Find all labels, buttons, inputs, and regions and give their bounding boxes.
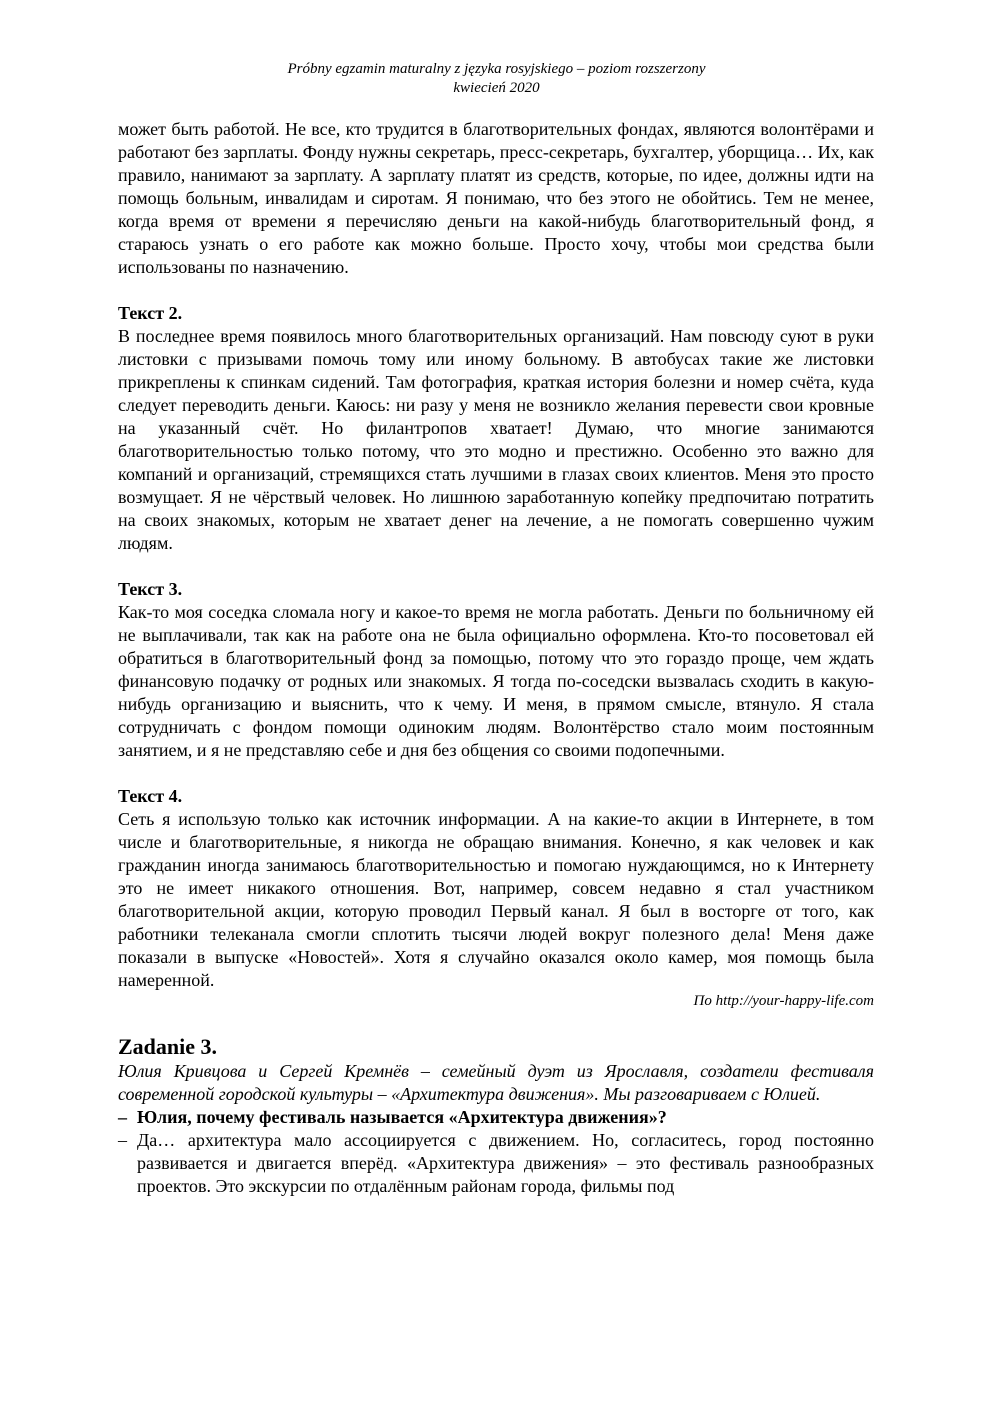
text-2-body: В последнее время появилось много благотворительных организаций. Нам повсюду суют в руки листовки с призывами помочь тому или иному больному. В автобусах такие же листовки прикреплены к спинкам сидений. Там фотография, краткая история болезни и номер счёта, куда следует переводить деньги. Каюсь: ни разу у меня не возникло желания перевести свои кровные на указанный счёт. Но филантропов хватает! Думаю, что многие занимаются благотворительностью только потому, что это модно и престижно. Особенно это важно для компаний и организаций, стремящихся стать лучшими в глазах своих клиентов. Меня это просто возмущает. Я не чёрствый человек. Но лишнюю заработанную копейку предпочитаю потратить на своих знакомых, которым не хватает денег на лечение, а не помогать совершенно чужим людям. bbox=[118, 326, 874, 553]
text-3-heading: Текст 3. bbox=[118, 579, 183, 599]
task-3-title: Zadanie 3. bbox=[118, 1034, 218, 1059]
interview-question bbox=[118, 1106, 874, 1129]
text-3-body: Как-то моя соседка сломала ногу и какое-то время не могла работать. Деньги по больничному ей не выплачивали, так как на работе она не была официально оформлена. Кто-то посоветовал ей обратиться в благотворительный фонд за помощью, потому что это гораздо проще, чем ждать финансовую подачку от родных или знакомых. Я тогда по-соседски вызвалась сходить в какую-нибудь организацию и выяснить, что к чему. И меня, в прямом смысле, втянуло. Я стала сотрудничать с фондом помощи одиноким людям. Волонтёрство стало моим постоянным занятием, и я не представляю себе и дня без общения со своими подопечными. bbox=[118, 602, 874, 760]
header-exam-title: Próbny egzamin maturalny z języka rosyjskiego – poziom rozszerzony bbox=[287, 61, 706, 77]
page-header bbox=[0, 60, 993, 98]
source-citation: По http://your-happy-life.com bbox=[693, 993, 874, 1009]
text-1-continuation: может быть работой. Не все, кто трудится в благотворительных фондах, являются волонтёрами и работают без зарплаты. Фонду нужны секретарь, пресс-секретарь, бухгалтер, уборщица… Их, как правило, нанимают за зарплату. А зарплату платят из средств, которые, по идее, должны идти на помощь больным, инвалидам и сиротам. Я понимаю, что без этого не обойтись. Тем не менее, когда время от времени я перечисляю деньги на какой-нибудь благотворительный фонд, я стараюсь узнать о его работе как можно больше. Просто хочу, чтобы мои средства были использованы по назначению. bbox=[118, 119, 874, 277]
answer-dash: – bbox=[118, 1130, 127, 1150]
question-text: Юлия, почему фестиваль называется «Архитектура движения»? bbox=[137, 1107, 667, 1127]
text-2-heading: Текст 2. bbox=[118, 303, 183, 323]
question-dash: – bbox=[118, 1107, 127, 1127]
text-4-heading: Текст 4. bbox=[118, 786, 183, 806]
header-date: kwiecień 2020 bbox=[453, 80, 540, 96]
interview-answer bbox=[118, 1129, 874, 1198]
task-3-intro: Юлия Кривцова и Сергей Кремнёв – семейный дуэт из Ярославля, создатели фестиваля современной городской культуры – «Архитектура движения». Мы разговариваем с Юлией. bbox=[118, 1061, 874, 1104]
answer-text: Да… архитектура мало ассоциируется с движением. Но, согласитесь, город постоянно развивается и двигается вперёд. «Архитектура движения» – это фестиваль разнообразных проектов. Это экскурсии по отдалённым районам города, фильмы под bbox=[137, 1130, 874, 1196]
page-content bbox=[118, 118, 874, 1198]
text-4-body: Сеть я использую только как источник информации. А на какие-то акции в Интернете, в том числе и благотворительные, я никогда не обращаю внимания. Конечно, я как человек и как гражданин иногда занимаюсь благотворительностью и помогаю нуждающимся, но к Интернету это не имеет никакого отношения. Вот, например, совсем недавно я стал участником благотворительной акции, которую проводил Первый канал. Я был в восторге от того, как работники телеканала смогли сплотить тысячи людей вокруг полезного дела! Меня даже показали в выпуске «Новостей». Хотя я случайно оказался около камер, моя помощь была намеренной. bbox=[118, 809, 874, 990]
